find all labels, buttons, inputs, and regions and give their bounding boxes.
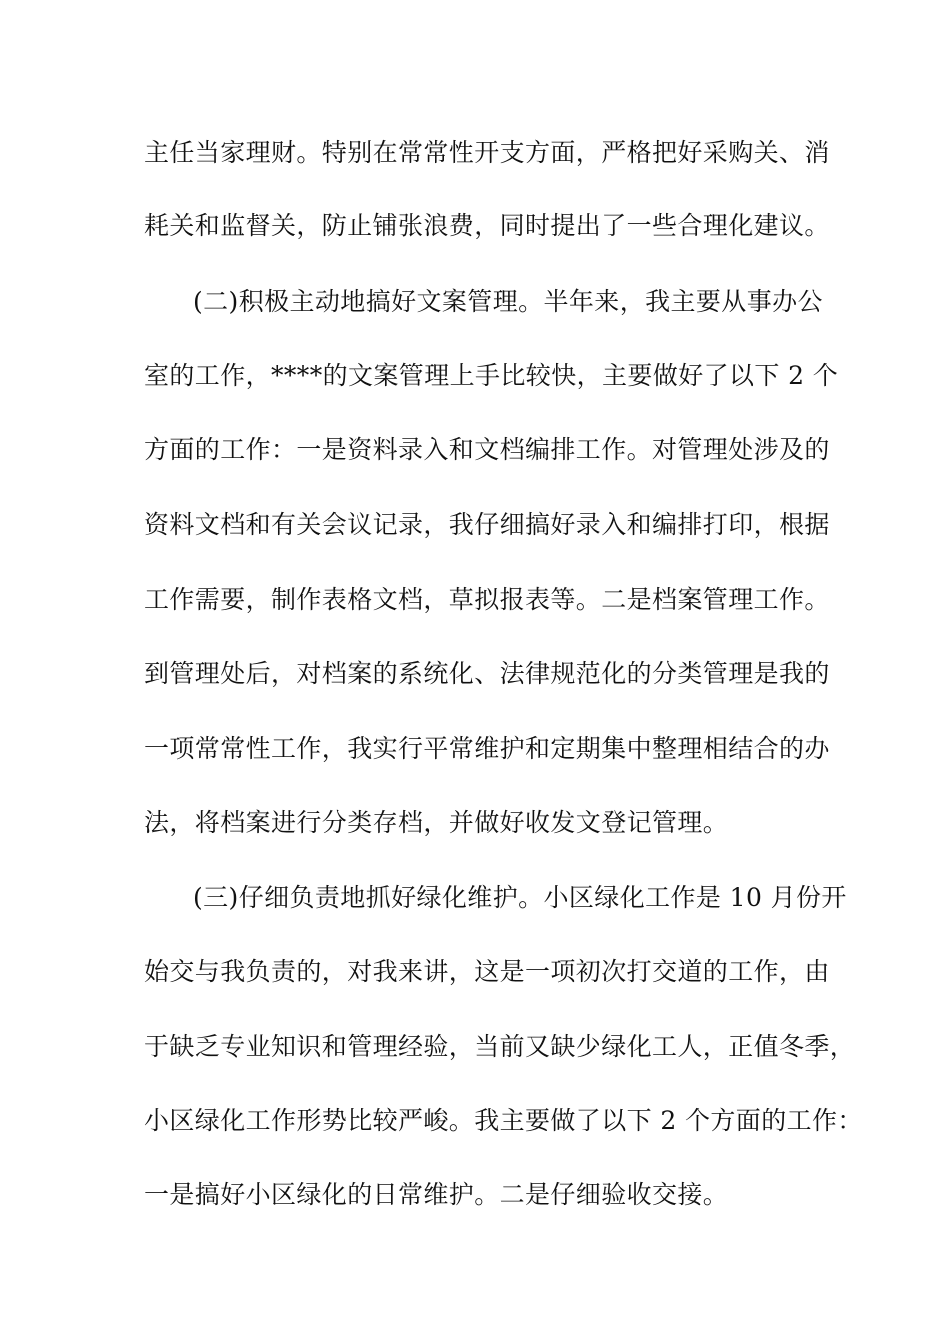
text-line: 法，将档案进行分类存档，并做好收发文登记管理。 [144,808,729,837]
text-line: 工作需要，制作表格文档，草拟报表等。二是档案管理工作。 [144,585,830,614]
paragraph-start-line: (二)积极主动地搞好文案管理。半年来，我主要从事办公 [193,287,823,316]
text-line: 主任当家理财。特别在常常性开支方面，严格把好采购关、消 [144,138,830,167]
paragraph-start-line: (三)仔细负责地抓好绿化维护。小区绿化工作是 10 月份开 [193,883,847,912]
text-line: 始交与我负责的，对我来讲，这是一项初次打交道的工作，由 [144,957,830,986]
text-line: 一是搞好小区绿化的日常维护。二是仔细验收交接。 [144,1180,729,1209]
text-line: 到管理处后，对档案的系统化、法律规范化的分类管理是我的 [144,659,830,688]
text-line: 资料文档和有关会议记录，我仔细搞好录入和编排打印，根据 [144,510,830,539]
text-line: 小区绿化工作形势比较严峻。我主要做了以下 2 个方面的工作： [144,1106,863,1135]
text-line: 一项常常性工作，我实行平常维护和定期集中整理相结合的办 [144,734,830,763]
text-line: 方面的工作：一是资料录入和文档编排工作。对管理处涉及的 [144,435,830,464]
text-line: 于缺乏专业知识和管理经验，当前又缺少绿化工人，正值冬季， [144,1032,856,1061]
text-line: 耗关和监督关，防止铺张浪费，同时提出了一些合理化建议。 [144,211,830,240]
text-line: 室的工作，****的文案管理上手比较快，主要做好了以下 2 个 [144,361,839,390]
